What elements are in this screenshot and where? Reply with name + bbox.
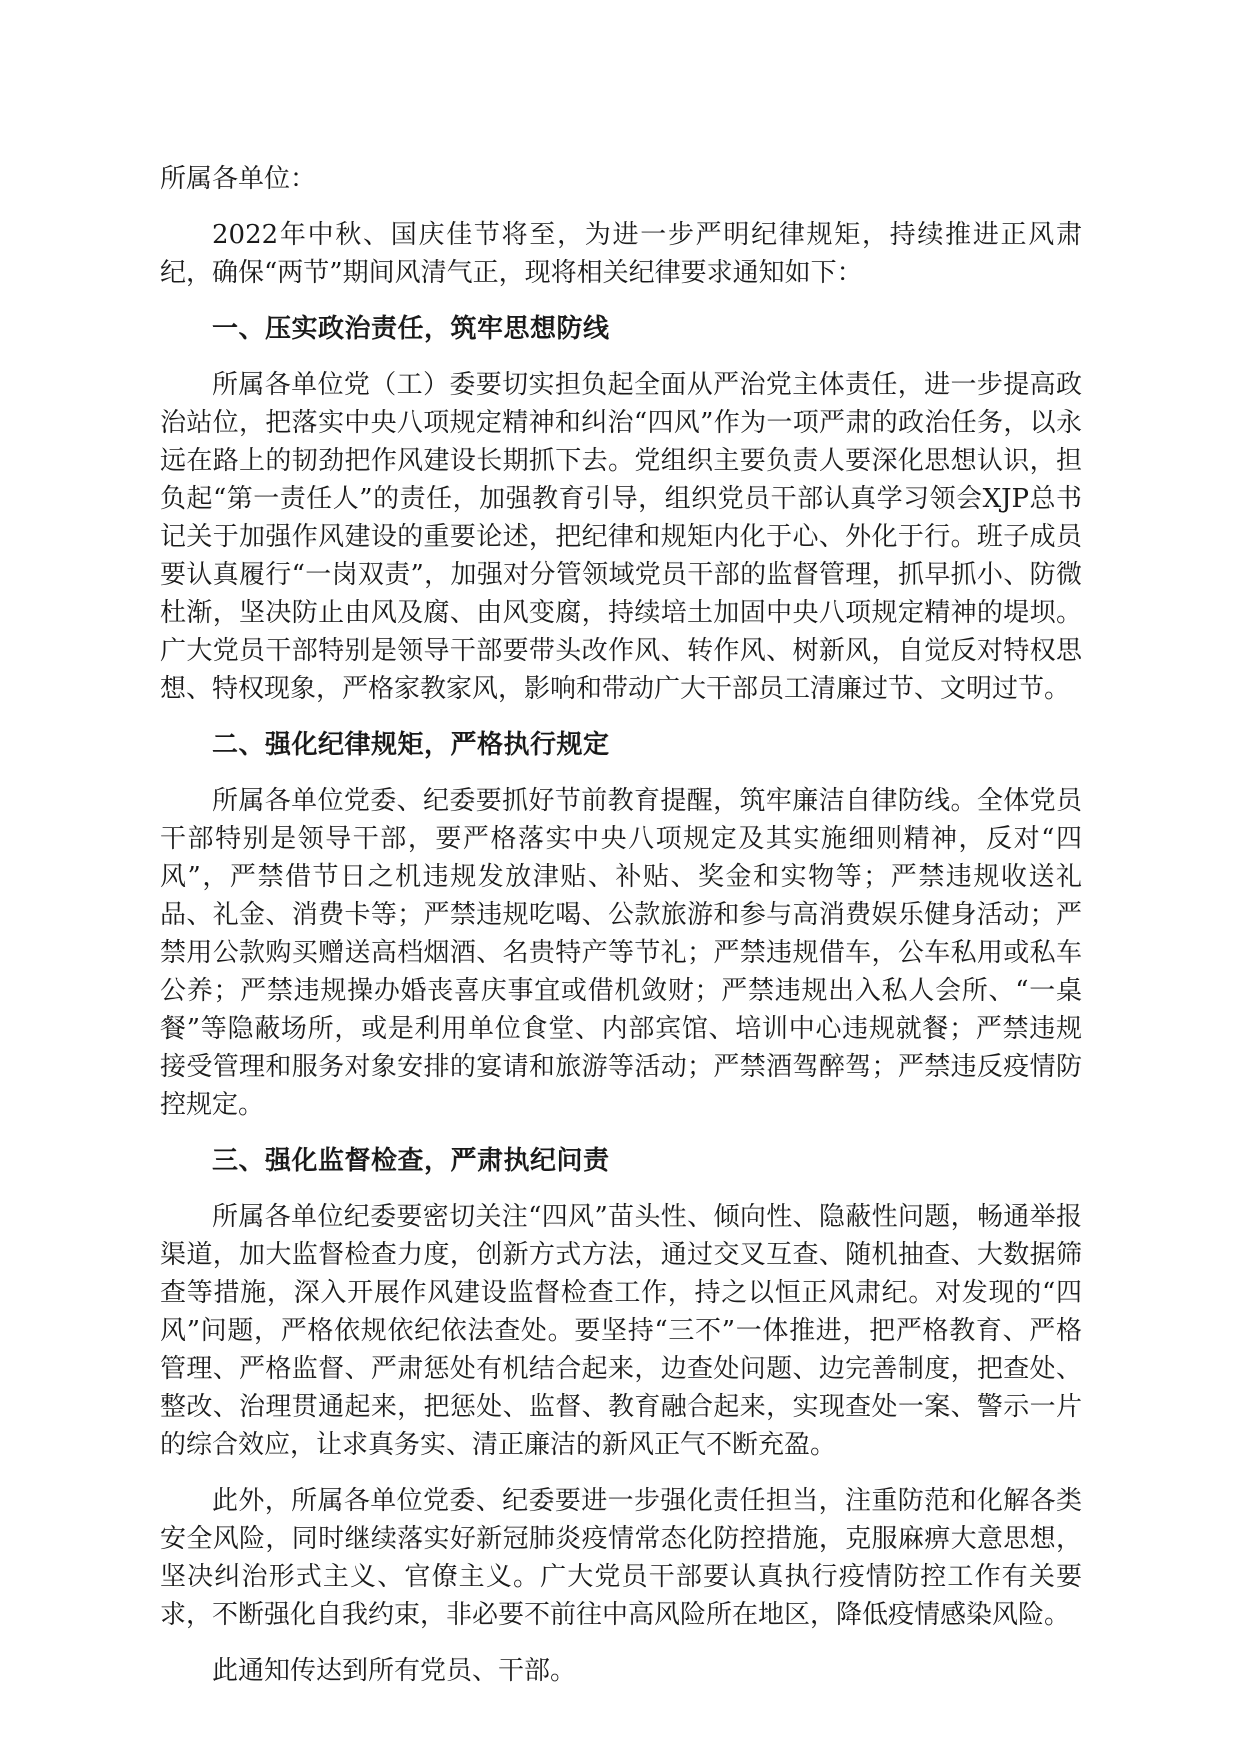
section-body-2: 所属各单位党委、纪委要抓好节前教育提醒，筑牢廉洁自律防线。全体党员干部特别是领导干部，要严格落实中央八项规定及其实施细则精神，反对“四风”，严禁借节日之机违规发放津贴、补贴、奖金和实物等；严禁违规收送礼品、礼金、消费卡等；严禁违规吃喝、公款旅游和参与高消费娱乐健身活动；严禁用公款购买赠送高档烟酒、名贵特产等节礼；严禁违规借车，公车私用或私车公养；严禁违规操办婚丧喜庆事宜或借机敛财；严禁违规出入私人会所、“一桌餐”等隐蔽场所，或是利用单位食堂、内部宾馆、培训中心违规就餐；严禁违规接受管理和服务对象安排的宴请和旅游等活动；严禁酒驾醉驾；严禁违反疫情防控规定。 (160, 786, 1082, 1120)
section-heading-1: 一、压实政治责任，筑牢思想防线 (212, 314, 610, 344)
section-body-1: 所属各单位党（工）委要切实担负起全面从严治党主体责任，进一步提高政治站位，把落实中央八项规定精神和纠治“四风”作为一项严肃的政治任务，以永远在路上的韧劲把作风建设长期抓下去。党组织主要负责人要深化思想认识，担负起“第一责任人”的责任，加强教育引导，组织党员干部认真学习领会XJP总书记关于加强作风建设的重要论述，把纪律和规矩内化于心、外化于行。班子成员要认真履行“一岗双责”，加强对分管领域党员干部的监督管理，抓早抓小、防微杜渐，坚决防止由风及腐、由风变腐，持续培土加固中央八项规定精神的堤坝。广大党员干部特别是领导干部要带头改作风、转作风、树新风，自觉反对特权思想、特权现象，严格家教家风，影响和带动广大干部员工清廉过节、文明过节。 (160, 370, 1082, 704)
section-body-3: 所属各单位纪委要密切关注“四风”苗头性、倾向性、隐蔽性问题，畅通举报渠道，加大监督检查力度，创新方式方法，通过交叉互查、随机抽查、大数据筛查等措施，深入开展作风建设监督检查工作，持之以恒正风肃纪。对发现的“四风”问题，严格依规依纪依法查处。要坚持“三不”一体推进，把严格教育、严格管理、严格监督、严肃惩处有机结合起来，边查处问题、边完善制度，把查处、整改、治理贯通起来，把惩处、监督、教育融合起来，实现查处一案、警示一片的综合效应，让求真务实、清正廉洁的新风正气不断充盈。 (160, 1202, 1082, 1460)
section-heading-3: 三、强化监督检查，严肃执纪问责 (212, 1146, 610, 1176)
intro-paragraph: 2022年中秋、国庆佳节将至，为进一步严明纪律规矩，持续推进正风肃纪，确保“两节”期间风清气正，现将相关纪律要求通知如下： (160, 220, 1082, 288)
document-body (160, 160, 1082, 1708)
closing-paragraph: 此外，所属各单位党委、纪委要进一步强化责任担当，注重防范和化解各类安全风险，同时继续落实好新冠肺炎疫情常态化防控措施，克服麻痹大意思想，坚决纠治形式主义、官僚主义。广大党员干部要认真执行疫情防控工作有关要求，不断强化自我约束，非必要不前往中高风险所在地区，降低疫情感染风险。 (160, 1486, 1082, 1630)
final-line: 此通知传达到所有党员、干部。 (212, 1656, 577, 1686)
salutation: 所属各单位： (160, 164, 317, 194)
section-heading-2: 二、强化纪律规矩，严格执行规定 (212, 730, 610, 760)
